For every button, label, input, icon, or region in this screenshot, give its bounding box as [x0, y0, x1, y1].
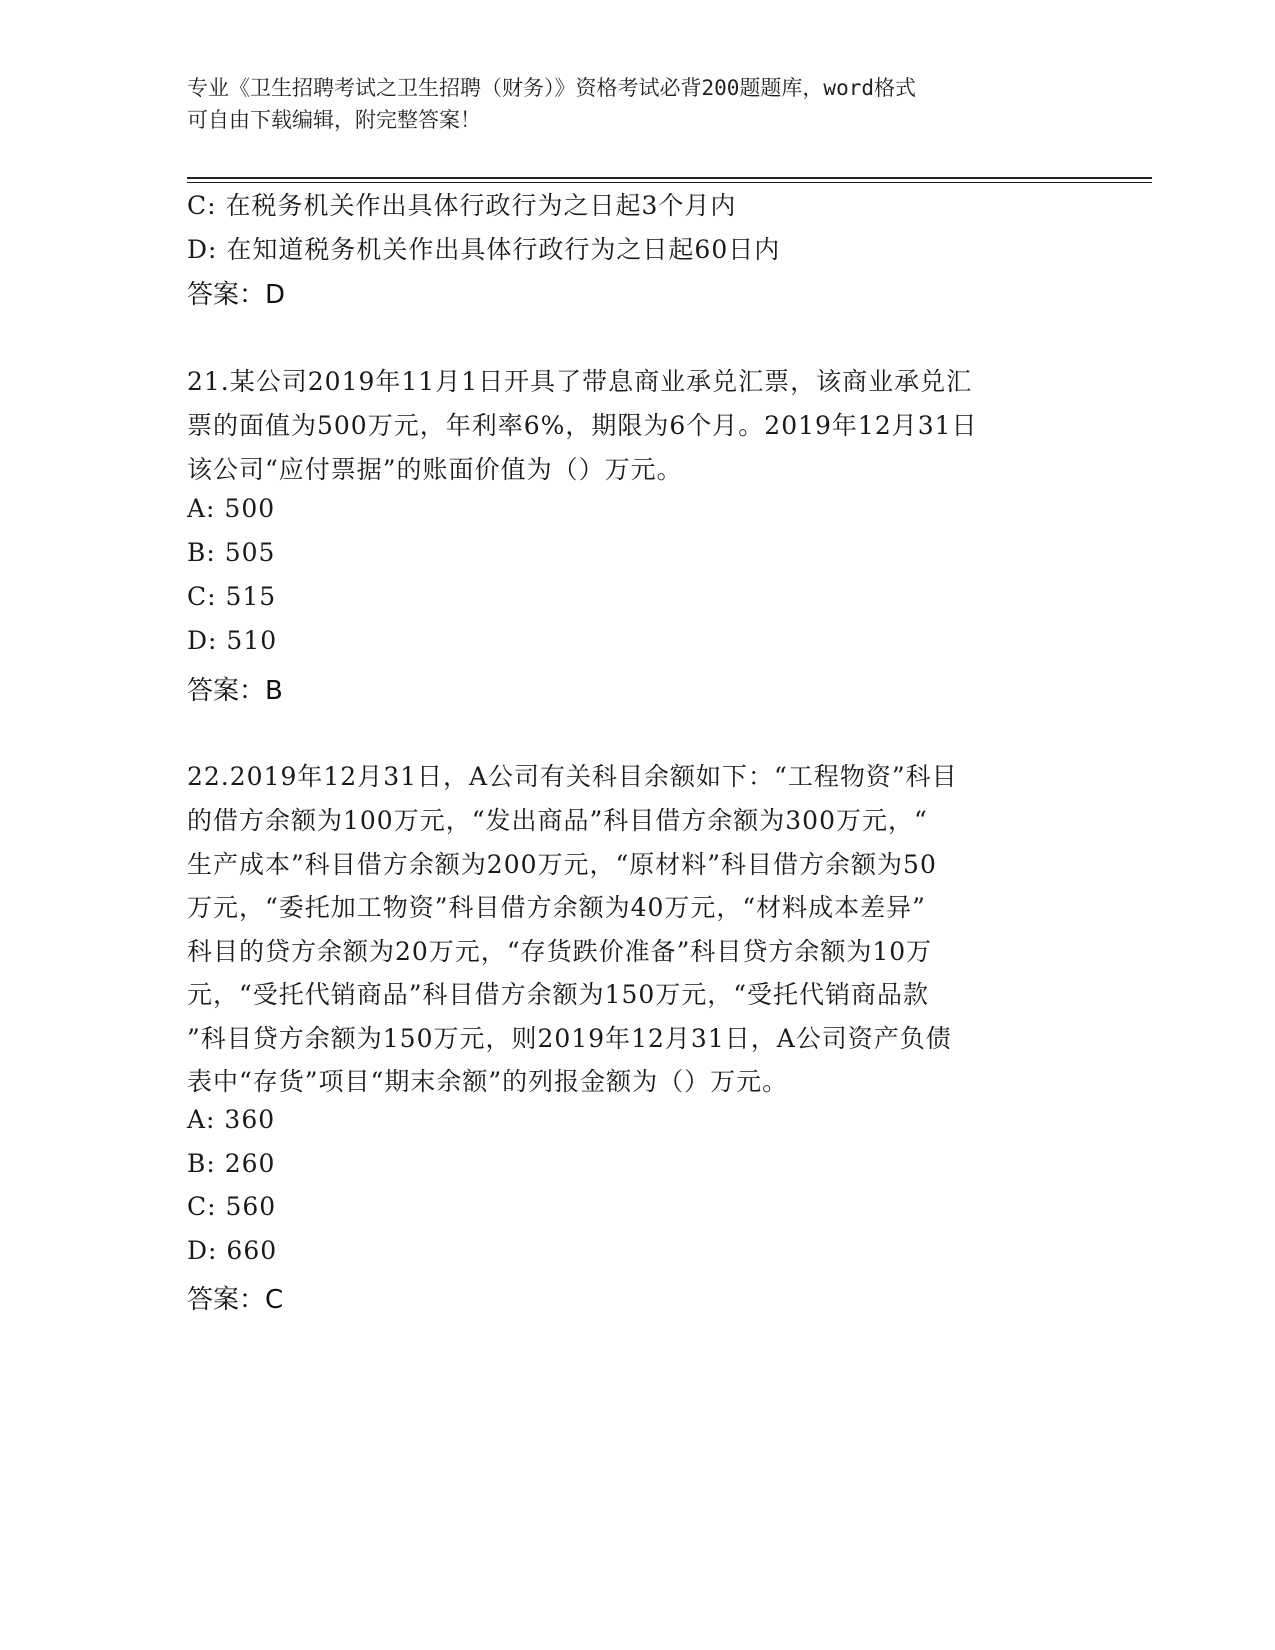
q22-stem-line-3: 生产成本”科目借方余额为200万元，“原材料”科目借方余额为50	[187, 850, 937, 879]
q22-option-d: D: 660	[187, 1236, 278, 1265]
header-title-line-2: 可自由下载编辑，附完整答案！	[187, 108, 481, 132]
q21-answer: 答案：B	[187, 676, 283, 706]
q22-answer: 答案：C	[187, 1285, 284, 1315]
q22-stem-line-4: 万元，“委托加工物资”科目借方余额为40万元，“材料成本差异”	[187, 893, 926, 922]
q22-option-b: B: 260	[187, 1149, 276, 1178]
q20-option-d: D: 在知道税务机关作出具体行政行为之日起60日内	[187, 235, 781, 264]
q20-answer: 答案：D	[187, 280, 286, 310]
q22-stem-line-5: 科目的贷方余额为20万元，“存货跌价准备”科目贷方余额为10万	[187, 937, 933, 966]
header-title-line-1: 专业《卫生招聘考试之卫生招聘（财务）》资格考试必背200题题库，word格式	[187, 76, 916, 100]
q22-stem-line-7: ”科目贷方余额为150万元，则2019年12月31日，A公司资产负债	[187, 1024, 952, 1053]
q22-stem-line-8: 表中“存货”项目“期末余额”的列报金额为（）万元。	[187, 1067, 789, 1096]
q22-stem-line-1: 22.2019年12月31日，A公司有关科目余额如下：“工程物资”科目	[187, 762, 958, 791]
q21-option-c: C: 515	[187, 582, 277, 611]
q21-option-b: B: 505	[187, 538, 276, 567]
q22-stem-line-2: 的借方余额为100万元，“发出商品”科目借方余额为300万元，“	[187, 806, 928, 835]
q22-option-a: A: 360	[187, 1105, 276, 1134]
header-divider-thin	[187, 182, 1152, 183]
header-divider-thick	[187, 177, 1152, 179]
q21-option-d: D: 510	[187, 626, 278, 655]
q22-option-c: C: 560	[187, 1192, 277, 1221]
q21-option-a: A: 500	[187, 494, 276, 523]
q20-option-c: C: 在税务机关作出具体行政行为之日起3个月内	[187, 191, 737, 220]
q21-stem-line-1: 21.某公司2019年11月1日开具了带息商业承兑汇票，该商业承兑汇	[187, 367, 973, 396]
q21-stem-line-3: 该公司“应付票据”的账面价值为（）万元。	[187, 455, 683, 484]
q21-stem-line-2: 票的面值为500万元，年利率6%，期限为6个月。2019年12月31日	[187, 411, 978, 440]
q22-stem-line-6: 元，“受托代销商品”科目借方余额为150万元，“受托代销商品款	[187, 980, 930, 1009]
document-header	[187, 72, 1067, 136]
